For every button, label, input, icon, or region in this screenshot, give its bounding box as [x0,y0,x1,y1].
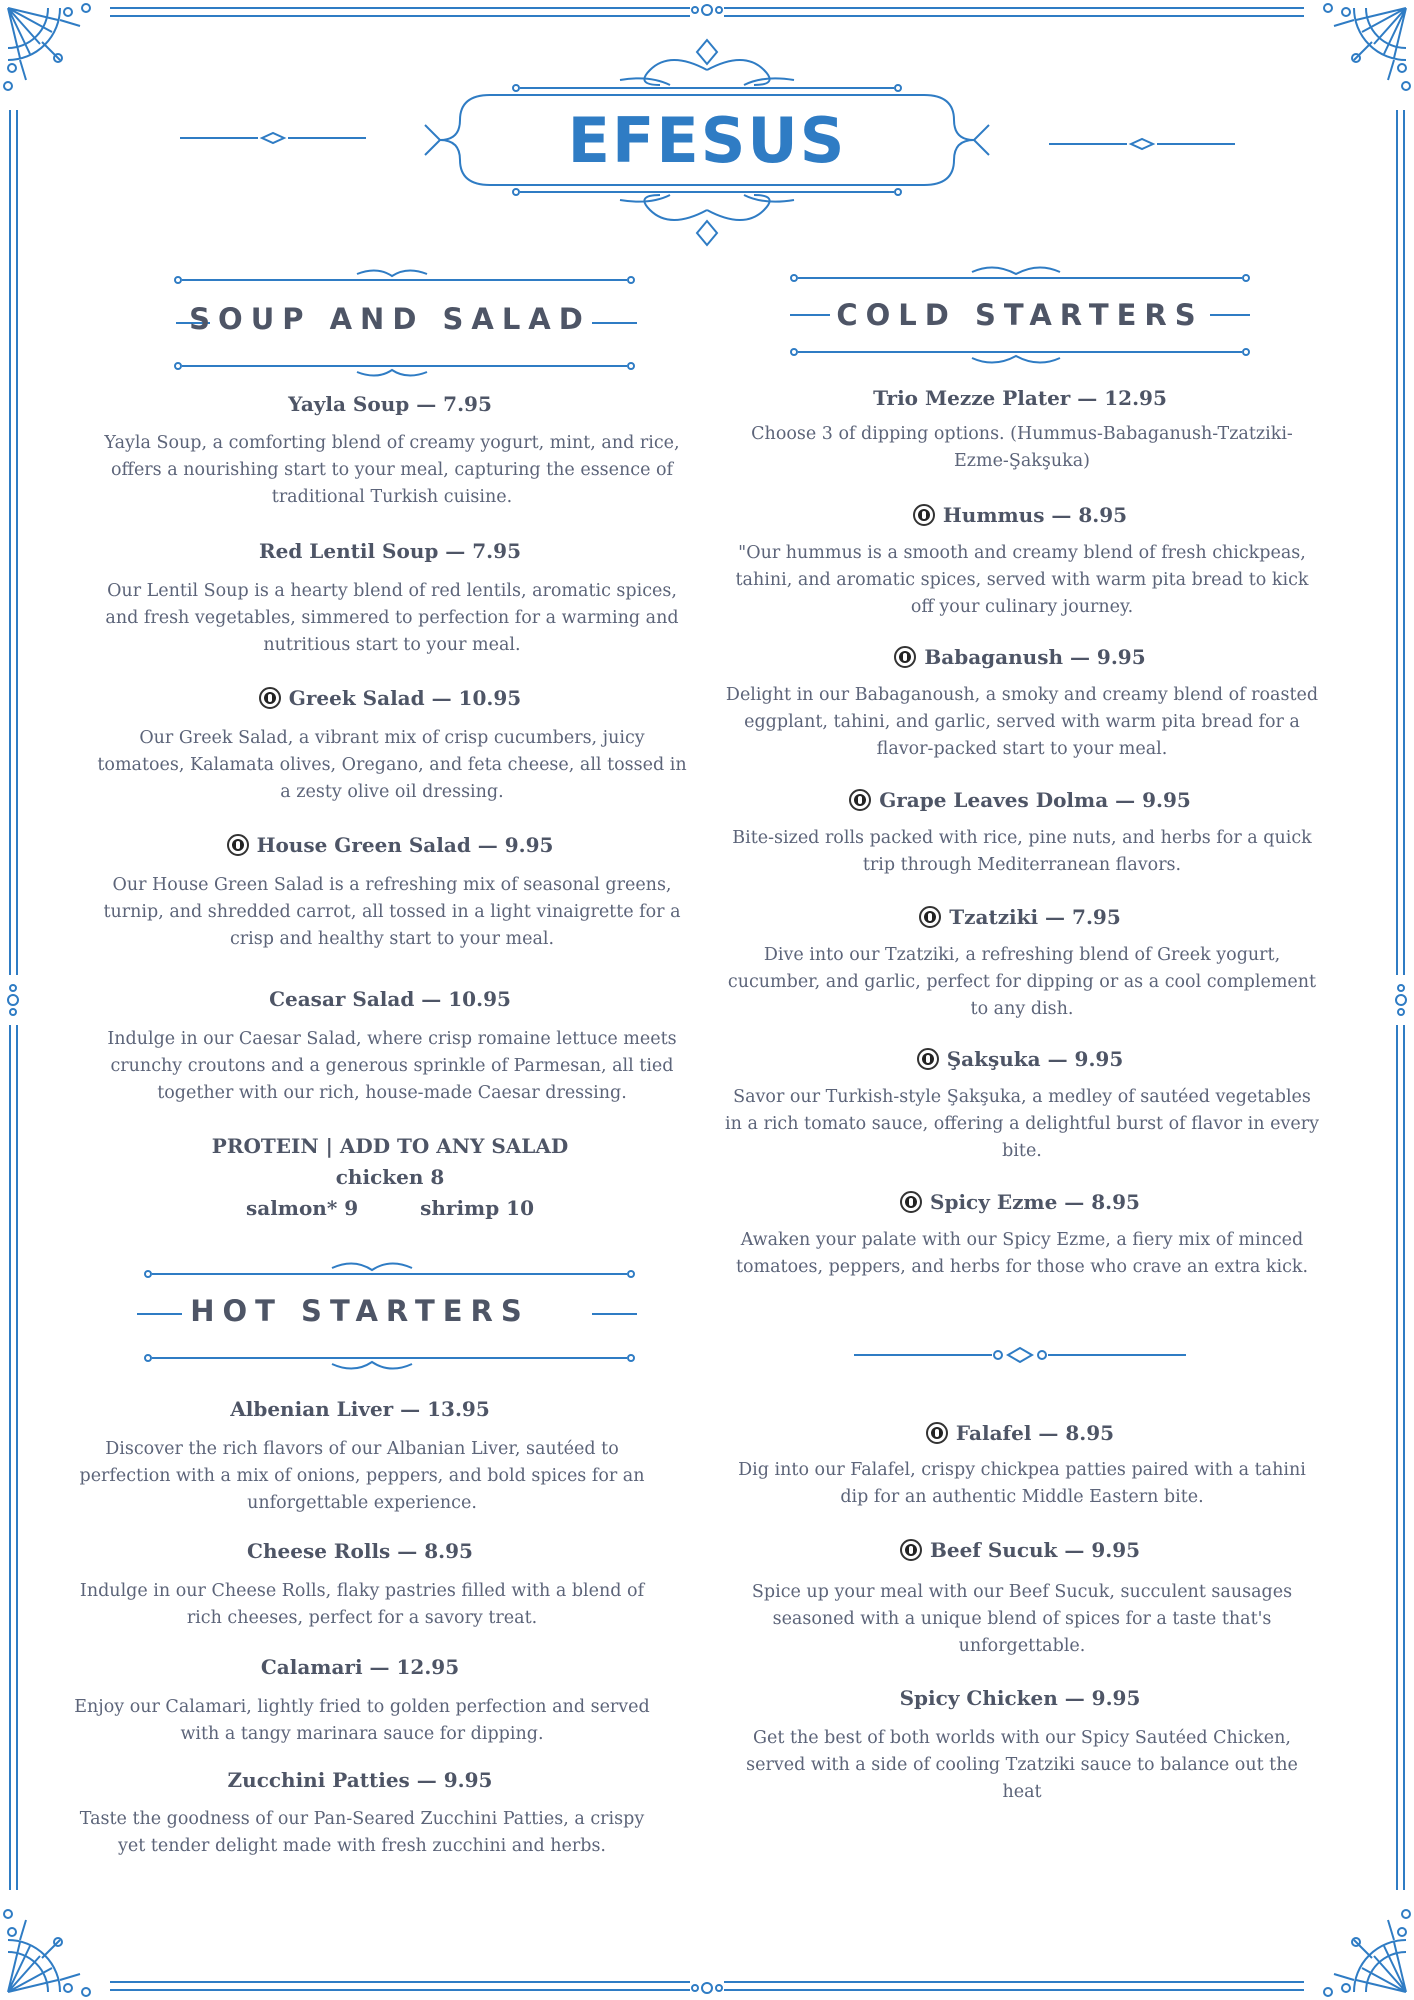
menu-item-desc: Our House Green Salad is a refreshing mix of seasonal greens, turnip, and shredded carrot, all tossed in a light vinaigrette for a crisp and healthy start to your meal. [103,875,681,949]
menu-item-title-row [722,905,1318,929]
menu-item-title-row [722,645,1318,669]
protein-shrimp: shrimp 10 [420,1196,535,1220]
menu-item-desc: Spice up your meal with our Beef Sucuk, succulent sausages seasoned with a unique blend of spices for a taste that's unforgettable. [751,1582,1293,1656]
vegetarian-icon [900,1539,922,1561]
section-heading-cold-starters [732,262,1328,372]
menu-item-title-row [722,1190,1318,1214]
menu-item-name: Zucchini Patties — 9.95 [227,1768,493,1792]
menu-item-desc: Yayla Soup, a comforting blend of creamy yogurt, mint, and rice, offers a nourishing start to your meal, capturing the essence of traditional Turkish cuisine. [104,433,680,507]
menu-item-name: Calamari — 12.95 [260,1655,460,1679]
section-heading-soup-salad [92,268,688,378]
vegetarian-icon [227,834,249,856]
menu-item-name: Greek Salad — 10.95 [288,686,522,710]
menu-item-desc: Bite-sized rolls packed with rice, pine nuts, and herbs for a quick trip through Mediterranean flavors. [732,828,1312,875]
vegetarian-icon [917,1048,939,1070]
vegetarian-icon [900,1191,922,1213]
menu-item-desc: "Our hummus is a smooth and creamy blend of fresh chickpeas, tahini, and aromatic spices, served with warm pita bread to kick off your culinary journey. [735,543,1309,617]
menu-item-desc: Dive into our Tzatziki, a refreshing blend of Greek yogurt, cucumber, and garlic, perfect for dipping or as a cool complement to any dish. [727,945,1317,1019]
section-title: COLD STARTERS [836,298,1204,332]
menu-item-desc: Awaken your palate with our Spicy Ezme, a fiery mix of minced tomatoes, peppers, and herbs for those who crave an extra kick. [735,1230,1309,1277]
menu-item-desc: Our Greek Salad, a vibrant mix of crisp cucumbers, juicy tomatoes, Kalamata olives, Oregano, and feta cheese, all tossed in a zesty olive oil dressing. [97,728,687,802]
header-side-rule-left [178,130,368,146]
menu-item-name: Babaganush — 9.95 [924,645,1146,669]
protein-header: PROTEIN | ADD TO ANY SALAD [211,1134,569,1158]
protein-salmon: salmon* 9 [245,1196,359,1220]
vegetarian-icon [259,687,281,709]
section-title: SOUP AND SALAD [189,302,591,336]
menu-item-title-row [722,788,1318,812]
menu-item-desc: Indulge in our Caesar Salad, where crisp romaine lettuce meets crunchy croutons and a generous sprinkle of Parmesan, all tied together with our rich, house-made Caesar dressing. [107,1029,677,1103]
menu-item-name: Şakşuka — 9.95 [946,1047,1124,1071]
menu-item-name: Spicy Chicken — 9.95 [899,1686,1141,1710]
menu-item-desc: Get the best of both worlds with our Spicy Sautéed Chicken, served with a side of cooling Tzatziki sauce to balance out the heat [746,1728,1298,1802]
menu-item-name: Falafel — 8.95 [955,1421,1115,1445]
protein-addon [92,1131,688,1224]
divider-ornament [852,1345,1188,1365]
protein-chicken: chicken 8 [335,1165,445,1189]
menu-item-name: Albenian Liver — 13.95 [230,1397,490,1421]
menu-item-desc: Indulge in our Cheese Rolls, flaky pastries filled with a blend of rich cheeses, perfect for a savory treat. [79,1581,645,1628]
menu-item-desc: Savor our Turkish-style Şakşuka, a medley of sautéed vegetables in a rich tomato sauce, offering a delightful burst of flavor in every bite. [725,1087,1319,1161]
menu-item-name: Ceasar Salad — 10.95 [269,987,511,1011]
header-side-rule-right [1047,136,1237,152]
menu-item-title-row [722,503,1318,527]
menu-item-name: Red Lentil Soup — 7.95 [259,539,521,563]
menu-item-name: Yayla Soup — 7.95 [288,392,492,416]
menu-item-name: Tzatziki — 7.95 [949,905,1121,929]
menu-item-name: Grape Leaves Dolma — 9.95 [879,788,1191,812]
menu-item-name: House Green Salad — 9.95 [256,833,554,857]
vegetarian-icon [926,1422,948,1444]
vegetarian-icon [894,646,916,668]
menu-item-desc: Taste the goodness of our Pan-Seared Zucchini Patties, a crispy yet tender delight made with fresh zucchini and herbs. [79,1809,645,1856]
menu-item-title-row [722,1421,1318,1445]
vegetarian-icon [919,906,941,928]
menu-item-name: Hummus — 8.95 [942,503,1128,527]
menu-item-name: Cheese Rolls — 8.95 [247,1539,473,1563]
section-heading-hot-starters [92,1258,688,1378]
menu-item-desc: Our Lentil Soup is a hearty blend of red lentils, aromatic spices, and fresh vegetables, simmered to perfection for a warming and nutritious start to your meal. [105,581,679,655]
menu-item-desc: Enjoy our Calamari, lightly fried to golden perfection and served with a tangy marinara sauce for dipping. [74,1697,650,1744]
protein-seafood-row [92,1193,688,1224]
vegetarian-icon [913,504,935,526]
menu-item-title-row [722,1047,1318,1071]
vegetarian-icon [849,789,871,811]
menu-item-name: Beef Sucuk — 9.95 [929,1538,1141,1562]
menu-item-desc: Dig into our Falafel, crispy chickpea patties paired with a tahini dip for an authentic Middle Eastern bite. [738,1460,1306,1507]
header-logo-ornament [420,30,994,260]
menu-item-desc: Delight in our Babaganoush, a smoky and creamy blend of roasted eggplant, tahini, and garlic, served with warm pita bread for a flavor-packed start to your meal. [725,685,1319,759]
logo-text: EFESUS [567,104,847,177]
menu-item-name: Trio Mezze Plater — 12.95 [873,386,1167,410]
menu-item-desc: Choose 3 of dipping options. (Hummus-Babaganush-Tzatziki-Ezme-Şakşuka) [751,424,1293,471]
menu-item-title-row [92,686,688,710]
menu-item-title-row [92,833,688,857]
section-title: HOT STARTERS [190,1294,530,1328]
menu-item-desc: Discover the rich flavors of our Albanian Liver, sautéed to perfection with a mix of onions, peppers, and bold spices for an unforgettable experience. [79,1439,645,1513]
menu-item-name: Spicy Ezme — 8.95 [930,1190,1140,1214]
menu-item-title-row [722,1538,1318,1562]
